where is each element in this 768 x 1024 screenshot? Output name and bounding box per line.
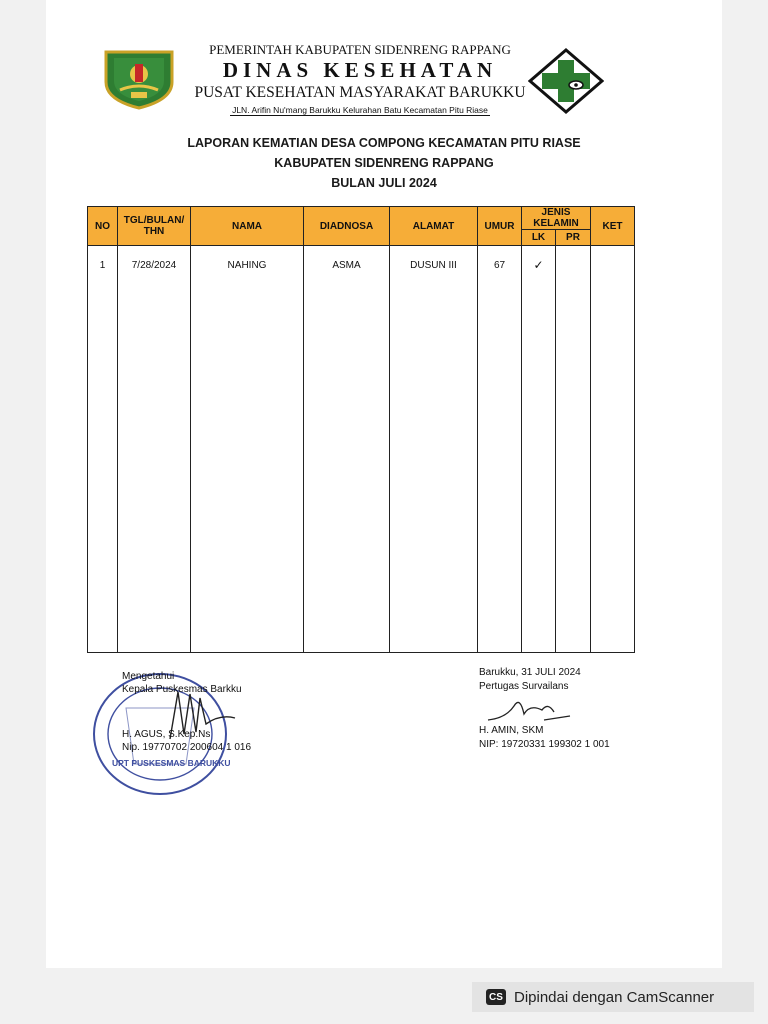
col-header-notes: KET (591, 207, 635, 246)
col-header-no: NO (88, 207, 118, 246)
table-row (88, 246, 635, 653)
report-title: LAPORAN KEMATIAN DESA COMPONG KECAMATAN PITU RIASE (187, 136, 581, 150)
col-header-age: UMUR (478, 207, 522, 246)
cell-female (556, 246, 591, 653)
report-regency: KABUPATEN SIDENRENG RAPPANG (274, 156, 494, 170)
stamp-text: UPT PUSKESMAS BARUKKU (112, 758, 231, 768)
left-position: Kepala Puskesmas Barkku (122, 684, 242, 695)
left-signer-name: H. AGUS, S.Kep.Ns (122, 729, 211, 740)
left-signer-nip: Nip. 19770702 200604 1 016 (122, 742, 252, 753)
cell-notes (591, 246, 635, 653)
report-period: BULAN JULI 2024 (331, 176, 437, 190)
regency-emblem-icon (98, 46, 180, 110)
camscanner-logo-icon: CS (486, 989, 506, 1005)
department-title: DINAS KESEHATAN (222, 58, 498, 82)
cell-date: 7/28/2024 (118, 246, 191, 653)
cell-diagnosis: ASMA (304, 246, 390, 653)
col-header-name: NAMA (191, 207, 304, 246)
right-signature-icon (484, 692, 574, 728)
col-header-gender: JENIS KELAMIN (522, 207, 591, 230)
government-line: PEMERINTAH KABUPATEN SIDENRENG RAPPANG (209, 42, 511, 57)
cell-male-check: ✓ (522, 246, 556, 653)
right-signer-nip: NIP: 19720331 199302 1 001 (479, 739, 610, 750)
cell-address: DUSUN III (390, 246, 478, 653)
cell-age: 67 (478, 246, 522, 653)
puskesmas-name: PUSAT KESEHATAN MASYARAKAT BARUKKU (194, 84, 526, 101)
col-header-date: TGL/BULAN/ THN (118, 207, 191, 246)
cell-no: 1 (88, 246, 118, 653)
col-header-address: ALAMAT (390, 207, 478, 246)
camscanner-badge (472, 982, 754, 1012)
address-line (180, 105, 540, 115)
camscanner-text: Dipindai dengan CamScanner (514, 988, 715, 1006)
puskesmas-logo-icon (528, 48, 604, 114)
cell-name: NAHING (191, 246, 304, 653)
left-acknowledge-label: Mengetahui (122, 671, 175, 682)
col-header-male: LK (522, 230, 556, 246)
right-signer-name: H. AMIN, SKM (479, 725, 544, 736)
address-text: JLN. Arifin Nu'mang Barukku Kelurahan Batu Kecamatan Pitu Riase (232, 105, 488, 115)
right-position: Pertugas Survailans (479, 681, 569, 692)
col-header-diagnosis: DIADNOSA (304, 207, 390, 246)
col-header-female: PR (556, 230, 591, 246)
right-place-date: Barukku, 31 JULI 2024 (479, 667, 581, 678)
death-report-table (87, 206, 635, 653)
